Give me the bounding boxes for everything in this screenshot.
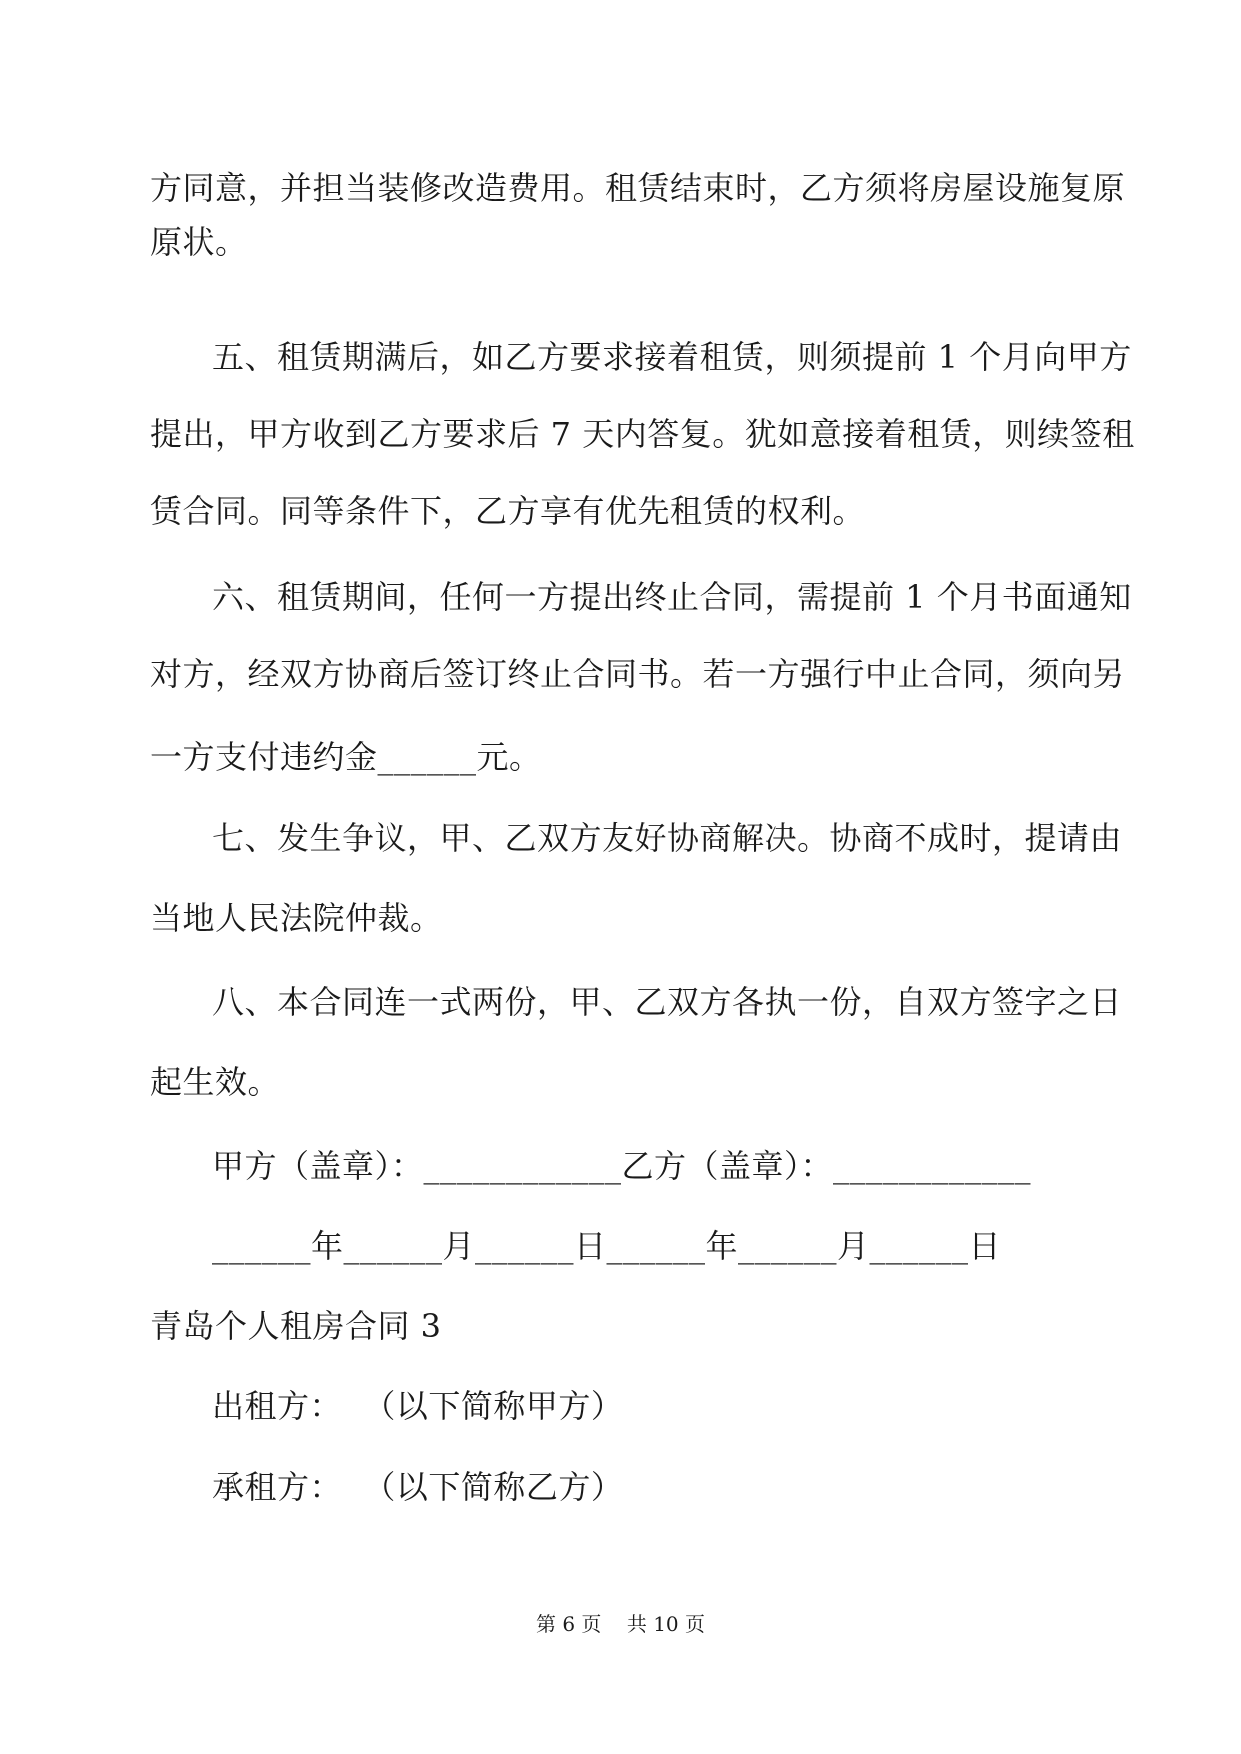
clause-5-line-3: 赁合同。同等条件下，乙方享有优先租赁的权利。 — [150, 492, 866, 530]
clause-8-line-1: 八、本合同连一式两份，甲、乙双方各执一份，自双方签字之日 — [212, 983, 1123, 1021]
signature-line: 甲方（盖章）：____________乙方（盖章）：____________ — [212, 1147, 1032, 1185]
body-line-2: 原状。 — [150, 223, 248, 261]
clause-7-line-2: 当地人民法院仲裁。 — [150, 899, 443, 937]
clause-6-line-1: 六、租赁期间，任何一方提出终止合同，需提前 1 个月书面通知 — [212, 578, 1132, 616]
date-line: ______年______月______日______年______月______日 — [212, 1227, 1002, 1265]
clause-6-line-2: 对方，经双方协商后签订终止合同书。若一方强行中止合同，须向另 — [150, 655, 1126, 693]
clause-8-line-2: 起生效。 — [150, 1063, 281, 1101]
lessee-line: 承租方： （以下简称乙方） — [212, 1468, 624, 1506]
clause-5-line-2: 提出，甲方收到乙方要求后 7 天内答复。犹如意接着租赁，则续签租 — [150, 415, 1135, 453]
section-title: 青岛个人租房合同 3 — [150, 1307, 442, 1345]
clause-7-line-1: 七、发生争议，甲、乙双方友好协商解决。协商不成时，提请由 — [212, 819, 1123, 857]
clause-6-line-3: 一方支付违约金______元。 — [150, 738, 542, 776]
clause-5-line-1: 五、租赁期满后，如乙方要求接着租赁，则须提前 1 个月向甲方 — [212, 338, 1132, 376]
body-line-1: 方同意，并担当装修改造费用。租赁结束时，乙方须将房屋设施复原 — [150, 169, 1126, 207]
page-number-footer: 第 6 页 共 10 页 — [535, 1612, 706, 1636]
lessor-line: 出租方： （以下简称甲方） — [212, 1387, 624, 1425]
